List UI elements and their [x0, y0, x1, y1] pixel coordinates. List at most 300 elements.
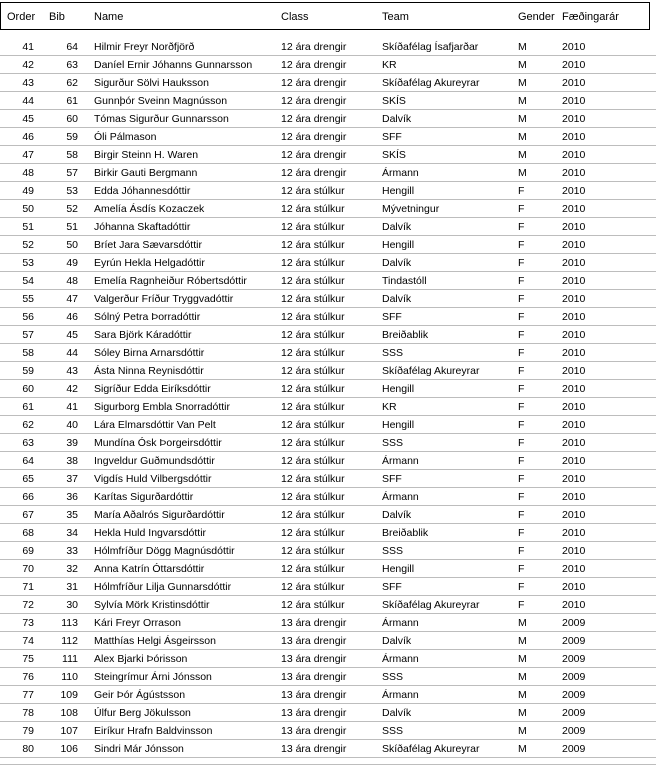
column-header-team: Team [382, 11, 409, 23]
cell-team: Dalvík [382, 257, 412, 269]
cell-team: Skíðafélag Akureyrar [382, 599, 480, 611]
table-row [0, 722, 656, 740]
cell-birth-year: 2010 [562, 383, 586, 395]
cell-order: 62 [22, 419, 34, 431]
cell-gender: F [518, 257, 525, 269]
cell-bib: 35 [66, 509, 78, 521]
cell-order: 58 [22, 347, 34, 359]
cell-name: María Aðalrós Sigurðardóttir [94, 509, 225, 521]
cell-gender: F [518, 527, 525, 539]
table-row [0, 38, 656, 56]
cell-name: Kári Freyr Orrason [94, 617, 181, 629]
cell-order: 53 [22, 257, 34, 269]
cell-team: Hengill [382, 419, 415, 431]
cell-name: Matthías Helgi Ásgeirsson [94, 635, 216, 647]
cell-order: 47 [22, 149, 34, 161]
cell-gender: F [518, 491, 525, 503]
cell-team: SSS [382, 347, 404, 359]
table-row [0, 632, 656, 650]
cell-gender: M [518, 113, 527, 125]
table-row [0, 236, 656, 254]
cell-team: Hengill [382, 239, 415, 251]
cell-order: 80 [22, 743, 34, 755]
cell-bib: 30 [66, 599, 78, 611]
cell-name: Eiríkur Hrafn Baldvinsson [94, 725, 213, 737]
cell-order: 57 [22, 329, 34, 341]
cell-team: SFF [382, 473, 402, 485]
cell-order: 66 [22, 491, 34, 503]
cell-name: Alex Bjarki Þórisson [94, 653, 188, 665]
cell-team: Hengill [382, 563, 415, 575]
table-row [0, 380, 656, 398]
cell-team: Ármann [382, 455, 419, 467]
cell-birth-year: 2010 [562, 113, 586, 125]
cell-class: 12 ára stúlkur [281, 203, 345, 215]
cell-team: Tindastóll [382, 275, 427, 287]
cell-birth-year: 2010 [562, 185, 586, 197]
cell-name: Ásta Ninna Reynisdóttir [94, 365, 204, 377]
cell-team: KR [382, 401, 397, 413]
cell-class: 12 ára stúlkur [281, 527, 345, 539]
cell-gender: F [518, 509, 525, 521]
cell-team: Ármann [382, 617, 419, 629]
cell-class: 12 ára stúlkur [281, 347, 345, 359]
cell-birth-year: 2010 [562, 545, 586, 557]
cell-name: Ingveldur Guðmundsdóttir [94, 455, 215, 467]
cell-team: Dalvík [382, 113, 412, 125]
cell-bib: 31 [66, 581, 78, 593]
cell-birth-year: 2010 [562, 599, 586, 611]
cell-class: 12 ára stúlkur [281, 185, 345, 197]
cell-bib: 59 [66, 131, 78, 143]
cell-gender: F [518, 419, 525, 431]
cell-bib: 62 [66, 77, 78, 89]
cell-name: Hekla Huld Ingvarsdóttir [94, 527, 207, 539]
cell-birth-year: 2009 [562, 743, 586, 755]
cell-gender: F [518, 293, 525, 305]
cell-team: Skíðafélag Akureyrar [382, 743, 480, 755]
cell-bib: 106 [60, 743, 78, 755]
cell-class: 12 ára drengir [281, 167, 347, 179]
cell-birth-year: 2010 [562, 581, 586, 593]
cell-gender: F [518, 347, 525, 359]
cell-name: Bríet Jara Sævarsdóttir [94, 239, 202, 251]
cell-order: 77 [22, 689, 34, 701]
table-row [0, 650, 656, 668]
cell-team: Dalvík [382, 221, 412, 233]
table-row [0, 434, 656, 452]
table-row [0, 254, 656, 272]
table-row [0, 614, 656, 632]
cell-birth-year: 2010 [562, 347, 586, 359]
cell-birth-year: 2010 [562, 95, 586, 107]
cell-order: 69 [22, 545, 34, 557]
cell-gender: F [518, 311, 525, 323]
cell-order: 46 [22, 131, 34, 143]
cell-bib: 53 [66, 185, 78, 197]
column-header-order: Order [7, 11, 36, 23]
cell-class: 12 ára stúlkur [281, 491, 345, 503]
cell-birth-year: 2010 [562, 401, 586, 413]
cell-birth-year: 2010 [562, 275, 586, 287]
column-header-class: Class [281, 11, 309, 23]
cell-gender: M [518, 95, 527, 107]
table-row [0, 362, 656, 380]
cell-name: Anna Katrín Óttarsdóttir [94, 563, 205, 575]
cell-team: Dalvík [382, 509, 412, 521]
table-row [0, 740, 656, 758]
cell-bib: 44 [66, 347, 78, 359]
cell-class: 13 ára drengir [281, 671, 347, 683]
cell-birth-year: 2010 [562, 293, 586, 305]
cell-gender: F [518, 581, 525, 593]
cell-birth-year: 2010 [562, 221, 586, 233]
cell-class: 12 ára stúlkur [281, 599, 345, 611]
table-row [0, 308, 656, 326]
cell-class: 12 ára drengir [281, 149, 347, 161]
cell-bib: 107 [60, 725, 78, 737]
table-row [0, 200, 656, 218]
cell-birth-year: 2009 [562, 671, 586, 683]
cell-birth-year: 2010 [562, 437, 586, 449]
table-row [0, 542, 656, 560]
cell-birth-year: 2010 [562, 239, 586, 251]
table-row [0, 326, 656, 344]
table-row [0, 92, 656, 110]
table-row [0, 578, 656, 596]
cell-gender: M [518, 743, 527, 755]
column-header-gender: Gender [518, 11, 555, 23]
cell-gender: M [518, 725, 527, 737]
cell-bib: 52 [66, 203, 78, 215]
table-row [0, 164, 656, 182]
cell-gender: F [518, 239, 525, 251]
cell-team: SKÍS [382, 95, 406, 107]
cell-order: 76 [22, 671, 34, 683]
table-row [0, 74, 656, 92]
cell-gender: M [518, 707, 527, 719]
table-row [0, 128, 656, 146]
cell-birth-year: 2010 [562, 311, 586, 323]
cell-gender: F [518, 185, 525, 197]
cell-order: 75 [22, 653, 34, 665]
cell-class: 12 ára drengir [281, 131, 347, 143]
cell-name: Vigdís Huld Vilbergsdóttir [94, 473, 212, 485]
cell-gender: F [518, 221, 525, 233]
cell-birth-year: 2010 [562, 563, 586, 575]
cell-gender: F [518, 365, 525, 377]
cell-name: Birkir Gauti Bergmann [94, 167, 198, 179]
cell-name: Sylvía Mörk Kristinsdóttir [94, 599, 210, 611]
cell-team: SSS [382, 437, 404, 449]
cell-team: SSS [382, 725, 404, 737]
cell-order: 59 [22, 365, 34, 377]
cell-bib: 49 [66, 257, 78, 269]
cell-bib: 46 [66, 311, 78, 323]
cell-team: KR [382, 59, 397, 71]
cell-class: 13 ára drengir [281, 617, 347, 629]
page-bottom-divider [0, 764, 656, 765]
cell-name: Gunnþór Sveinn Magnússon [94, 95, 228, 107]
cell-team: Mývetningur [382, 203, 440, 215]
cell-birth-year: 2009 [562, 653, 586, 665]
column-header-bib: Bib [49, 11, 65, 23]
cell-bib: 111 [62, 653, 78, 665]
cell-bib: 33 [66, 545, 78, 557]
cell-name: Hólmfríður Dögg Magnúsdóttir [94, 545, 235, 557]
cell-bib: 37 [66, 473, 78, 485]
cell-name: Sindri Már Jónsson [94, 743, 184, 755]
cell-birth-year: 2010 [562, 527, 586, 539]
table-row [0, 56, 656, 74]
cell-class: 12 ára stúlkur [281, 509, 345, 521]
table-row [0, 452, 656, 470]
cell-bib: 113 [61, 617, 78, 629]
cell-gender: M [518, 167, 527, 179]
cell-bib: 34 [66, 527, 78, 539]
cell-team: Skíðafélag Ísafjarðar [382, 41, 479, 53]
cell-bib: 61 [66, 95, 78, 107]
cell-order: 50 [22, 203, 34, 215]
cell-order: 43 [22, 77, 34, 89]
cell-order: 48 [22, 167, 34, 179]
cell-team: Hengill [382, 383, 415, 395]
cell-class: 13 ára drengir [281, 635, 347, 647]
cell-bib: 108 [60, 707, 78, 719]
cell-name: Sóley Birna Arnarsdóttir [94, 347, 205, 359]
cell-bib: 109 [60, 689, 78, 701]
cell-order: 55 [22, 293, 34, 305]
start-list-table [0, 38, 656, 758]
cell-bib: 50 [66, 239, 78, 251]
table-row [0, 560, 656, 578]
cell-name: Hilmir Freyr Norðfjörð [94, 41, 195, 53]
cell-name: Emelía Ragnheiður Róbertsdóttir [94, 275, 247, 287]
table-row [0, 290, 656, 308]
cell-class: 12 ára stúlkur [281, 221, 345, 233]
table-row [0, 398, 656, 416]
cell-birth-year: 2009 [562, 707, 586, 719]
cell-bib: 64 [66, 41, 78, 53]
cell-gender: M [518, 131, 527, 143]
cell-class: 12 ára stúlkur [281, 581, 345, 593]
cell-order: 42 [22, 59, 34, 71]
cell-order: 71 [22, 581, 34, 593]
table-row [0, 218, 656, 236]
cell-class: 12 ára drengir [281, 77, 347, 89]
cell-team: SSS [382, 671, 404, 683]
cell-gender: M [518, 653, 527, 665]
table-row [0, 488, 656, 506]
cell-name: Steingrímur Árni Jónsson [94, 671, 212, 683]
cell-order: 65 [22, 473, 34, 485]
cell-class: 12 ára stúlkur [281, 329, 345, 341]
cell-gender: F [518, 401, 525, 413]
cell-team: Skíðafélag Akureyrar [382, 77, 480, 89]
cell-name: Mundína Ósk Þorgeirsdóttir [94, 437, 222, 449]
cell-order: 78 [22, 707, 34, 719]
cell-bib: 47 [66, 293, 78, 305]
cell-name: Sólný Petra Þorradóttir [94, 311, 201, 323]
cell-order: 68 [22, 527, 34, 539]
cell-class: 12 ára stúlkur [281, 365, 345, 377]
cell-birth-year: 2010 [562, 419, 586, 431]
cell-bib: 38 [66, 455, 78, 467]
cell-gender: M [518, 617, 527, 629]
cell-name: Birgir Steinn H. Waren [94, 149, 199, 161]
cell-class: 12 ára stúlkur [281, 311, 345, 323]
cell-name: Karítas Sigurðardóttir [94, 491, 194, 503]
cell-order: 60 [22, 383, 34, 395]
cell-class: 12 ára stúlkur [281, 455, 345, 467]
cell-birth-year: 2009 [562, 617, 586, 629]
table-row [0, 146, 656, 164]
cell-class: 12 ára stúlkur [281, 275, 345, 287]
cell-team: SSS [382, 545, 404, 557]
cell-name: Amelía Ásdís Kozaczek [94, 203, 205, 215]
cell-team: SFF [382, 311, 402, 323]
cell-birth-year: 2010 [562, 77, 586, 89]
cell-team: Breiðablik [382, 329, 429, 341]
cell-birth-year: 2010 [562, 41, 586, 53]
cell-birth-year: 2010 [562, 473, 586, 485]
table-row [0, 470, 656, 488]
cell-team: Ármann [382, 689, 419, 701]
cell-bib: 40 [66, 419, 78, 431]
cell-class: 13 ára drengir [281, 689, 347, 701]
cell-birth-year: 2010 [562, 257, 586, 269]
cell-class: 12 ára drengir [281, 95, 347, 107]
table-row [0, 506, 656, 524]
table-row [0, 182, 656, 200]
cell-class: 13 ára drengir [281, 653, 347, 665]
column-header-name: Name [94, 11, 124, 23]
table-row [0, 110, 656, 128]
table-row [0, 344, 656, 362]
cell-gender: M [518, 671, 527, 683]
cell-birth-year: 2009 [562, 689, 586, 701]
cell-bib: 112 [61, 635, 78, 647]
cell-order: 79 [22, 725, 34, 737]
cell-team: SFF [382, 131, 402, 143]
cell-name: Tómas Sigurður Gunnarsson [94, 113, 229, 125]
cell-birth-year: 2010 [562, 131, 586, 143]
cell-name: Geir Þór Ágústsson [94, 689, 186, 701]
cell-order: 64 [22, 455, 34, 467]
cell-name: Úlfur Berg Jökulsson [94, 707, 191, 719]
cell-bib: 63 [66, 59, 78, 71]
cell-class: 12 ára stúlkur [281, 239, 345, 251]
cell-team: Breiðablik [382, 527, 429, 539]
cell-team: Dalvík [382, 293, 412, 305]
cell-birth-year: 2010 [562, 203, 586, 215]
cell-birth-year: 2009 [562, 635, 586, 647]
cell-gender: M [518, 149, 527, 161]
cell-order: 49 [22, 185, 34, 197]
cell-class: 13 ára drengir [281, 743, 347, 755]
cell-bib: 57 [66, 167, 78, 179]
cell-bib: 110 [61, 671, 78, 683]
table-row [0, 668, 656, 686]
cell-gender: F [518, 563, 525, 575]
cell-team: Hengill [382, 185, 415, 197]
table-row [0, 686, 656, 704]
cell-birth-year: 2010 [562, 455, 586, 467]
cell-birth-year: 2010 [562, 329, 586, 341]
cell-gender: M [518, 77, 527, 89]
cell-order: 44 [22, 95, 34, 107]
cell-name: Edda Jóhannesdóttir [94, 185, 191, 197]
cell-birth-year: 2010 [562, 509, 586, 521]
cell-gender: F [518, 203, 525, 215]
table-row [0, 596, 656, 614]
cell-class: 12 ára stúlkur [281, 473, 345, 485]
cell-order: 61 [22, 401, 34, 413]
cell-gender: F [518, 599, 525, 611]
cell-order: 73 [22, 617, 34, 629]
cell-order: 54 [22, 275, 34, 287]
cell-class: 12 ára stúlkur [281, 419, 345, 431]
table-row [0, 272, 656, 290]
cell-order: 63 [22, 437, 34, 449]
table-row [0, 416, 656, 434]
cell-bib: 51 [66, 221, 78, 233]
cell-name: Hólmfríður Lilja Gunnarsdóttir [94, 581, 232, 593]
cell-order: 52 [22, 239, 34, 251]
cell-order: 72 [22, 599, 34, 611]
cell-team: SFF [382, 581, 402, 593]
cell-birth-year: 2010 [562, 59, 586, 71]
cell-bib: 41 [66, 401, 78, 413]
cell-gender: M [518, 689, 527, 701]
cell-birth-year: 2010 [562, 365, 586, 377]
cell-class: 12 ára stúlkur [281, 293, 345, 305]
cell-order: 41 [22, 41, 34, 53]
cell-class: 12 ára stúlkur [281, 563, 345, 575]
cell-name: Óli Pálmason [94, 131, 157, 143]
cell-order: 70 [22, 563, 34, 575]
cell-gender: F [518, 473, 525, 485]
cell-birth-year: 2010 [562, 491, 586, 503]
cell-name: Valgerður Fríður Tryggvadóttir [94, 293, 234, 305]
cell-team: SKÍS [382, 149, 406, 161]
cell-class: 12 ára stúlkur [281, 437, 345, 449]
cell-bib: 36 [66, 491, 78, 503]
cell-order: 45 [22, 113, 34, 125]
cell-team: Dalvík [382, 707, 412, 719]
table-row [0, 524, 656, 542]
cell-class: 12 ára stúlkur [281, 383, 345, 395]
cell-order: 74 [22, 635, 34, 647]
cell-bib: 32 [66, 563, 78, 575]
cell-team: Ármann [382, 491, 419, 503]
cell-birth-year: 2010 [562, 167, 586, 179]
cell-gender: F [518, 437, 525, 449]
cell-gender: F [518, 455, 525, 467]
cell-gender: F [518, 275, 525, 287]
cell-name: Eyrún Hekla Helgadóttir [94, 257, 205, 269]
cell-name: Lára Elmarsdóttir Van Pelt [94, 419, 216, 431]
cell-bib: 42 [66, 383, 78, 395]
cell-gender: M [518, 635, 527, 647]
cell-class: 13 ára drengir [281, 725, 347, 737]
cell-name: Jóhanna Skaftadóttir [94, 221, 191, 233]
cell-class: 12 ára stúlkur [281, 401, 345, 413]
cell-class: 13 ára drengir [281, 707, 347, 719]
cell-bib: 45 [66, 329, 78, 341]
cell-name: Sigurborg Embla Snorradóttir [94, 401, 230, 413]
cell-gender: F [518, 329, 525, 341]
